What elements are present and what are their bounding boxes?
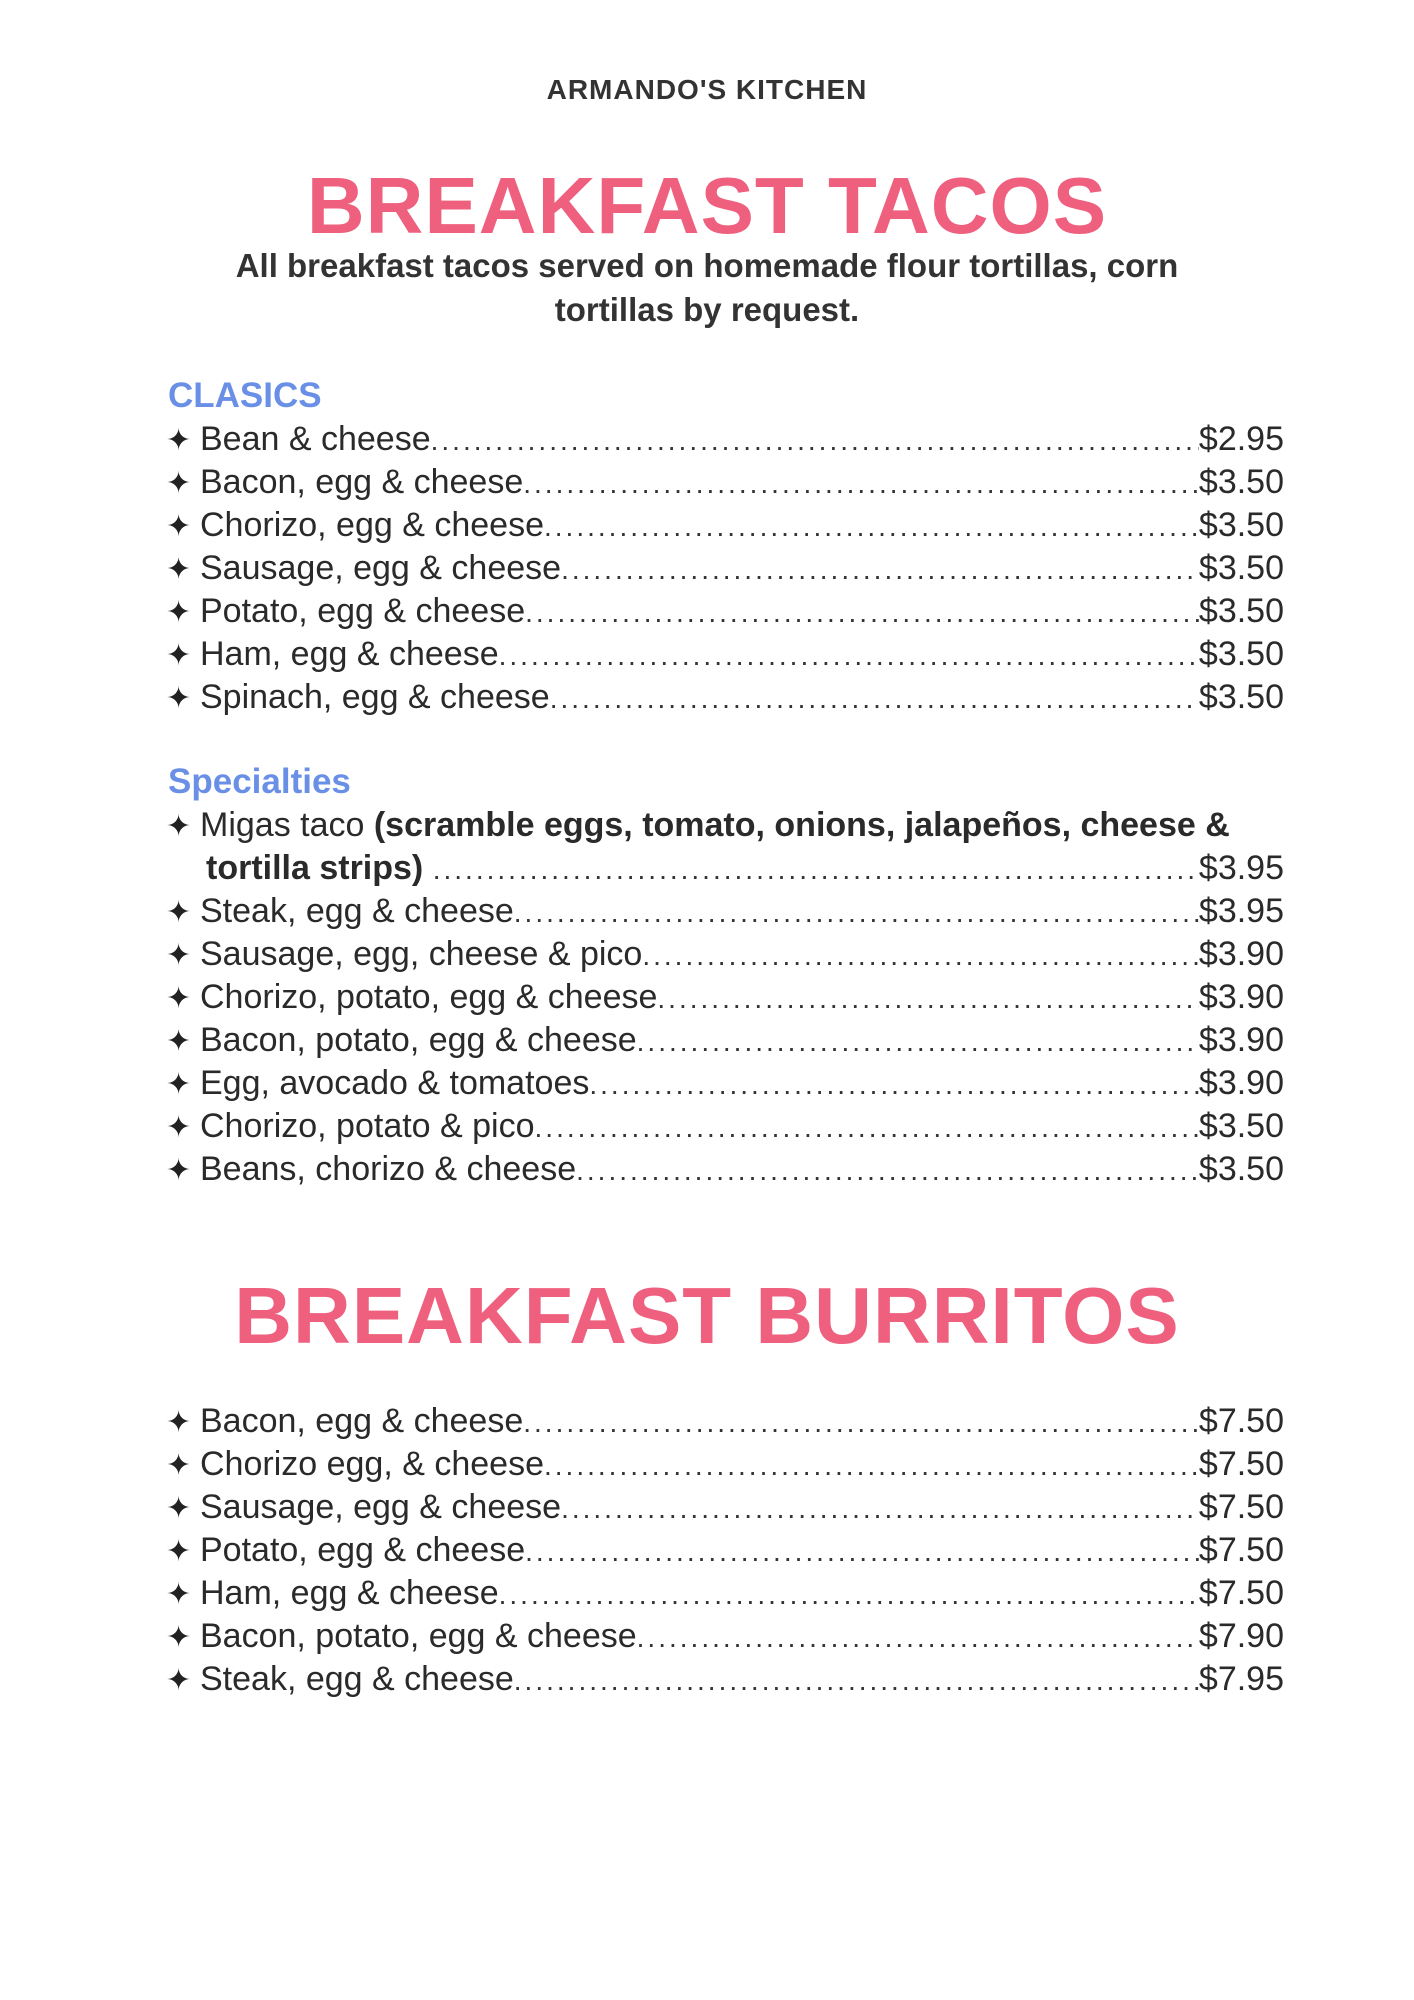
item-name: Bean & cheese <box>200 420 431 458</box>
dot-leader <box>523 462 1199 505</box>
item-price: $7.50 <box>1198 1402 1284 1440</box>
item-name: Steak, egg & cheese <box>200 1660 514 1698</box>
item-price: $7.50 <box>1198 1574 1284 1612</box>
item-name: Steak, egg & cheese <box>200 892 514 930</box>
dot-leader <box>525 1530 1199 1573</box>
menu-item <box>166 1529 1284 1572</box>
item-name: Chorizo, potato, egg & cheese <box>200 978 658 1016</box>
menu-item <box>166 1062 1284 1105</box>
item-price: $7.90 <box>1198 1617 1284 1655</box>
item-price: $3.90 <box>1198 1064 1284 1102</box>
menu-item <box>166 547 1284 590</box>
restaurant-name: ARMANDO'S KITCHEN <box>546 74 868 105</box>
item-name: Bacon, egg & cheese <box>200 1402 524 1440</box>
item-price: $3.95 <box>1198 892 1284 930</box>
dot-leader <box>657 977 1199 1020</box>
item-name: Chorizo, potato & pico <box>200 1107 535 1145</box>
item-price: $3.50 <box>1198 678 1284 716</box>
dot-leader <box>514 891 1199 934</box>
menu-item <box>166 890 1284 933</box>
item-name: Ham, egg & cheese <box>200 635 499 673</box>
menu-item <box>166 504 1284 547</box>
item-price: $3.90 <box>1198 978 1284 1016</box>
dot-leader <box>525 591 1199 634</box>
dot-leader <box>499 634 1199 677</box>
menu-item <box>166 933 1284 976</box>
item-price: $2.95 <box>1198 420 1284 458</box>
menu-item <box>166 1443 1284 1486</box>
menu-item <box>166 804 1284 890</box>
menu-item <box>166 1105 1284 1148</box>
item-price: $3.50 <box>1198 1150 1284 1188</box>
item-price: $3.95 <box>1198 849 1284 887</box>
menu-item <box>166 1658 1284 1701</box>
item-price: $3.50 <box>1198 635 1284 673</box>
clasics-list <box>166 418 1284 719</box>
star-bullet-icon: ✦ <box>166 982 192 1015</box>
burritos-list <box>166 1400 1284 1701</box>
dot-leader <box>637 1020 1199 1063</box>
menu-item <box>166 976 1284 1019</box>
item-name: Bacon, potato, egg & cheese <box>200 1021 637 1059</box>
dot-leader <box>642 934 1199 977</box>
menu-item <box>166 1572 1284 1615</box>
item-price: $3.50 <box>1198 1107 1284 1145</box>
menu-item <box>166 676 1284 719</box>
item-description-continued: tortilla strips) <box>206 849 424 887</box>
dot-leader <box>523 1401 1199 1444</box>
dot-leader <box>561 1487 1199 1530</box>
item-name: Egg, avocado & tomatoes <box>200 1064 590 1102</box>
item-price: $7.50 <box>1198 1488 1284 1526</box>
item-name: Beans, chorizo & cheese <box>200 1150 577 1188</box>
item-name: Sausage, egg & cheese <box>200 549 562 587</box>
star-bullet-icon: ✦ <box>166 1492 192 1525</box>
star-bullet-icon: ✦ <box>166 467 192 500</box>
item-name: Ham, egg & cheese <box>200 1574 499 1612</box>
item-name: Migas taco <box>200 806 365 844</box>
dot-leader <box>433 848 1199 891</box>
specialties-label: Specialties <box>168 762 351 801</box>
star-bullet-icon: ✦ <box>166 810 192 843</box>
menu-item <box>166 1148 1284 1191</box>
item-name: Bacon, egg & cheese <box>200 463 524 501</box>
star-bullet-icon: ✦ <box>166 1406 192 1439</box>
item-price: $7.95 <box>1198 1660 1284 1698</box>
menu-item <box>166 418 1284 461</box>
star-bullet-icon: ✦ <box>166 939 192 972</box>
item-name: Potato, egg & cheese <box>200 592 526 630</box>
menu-item <box>166 633 1284 676</box>
item-name: Potato, egg & cheese <box>200 1531 526 1569</box>
item-price: $3.90 <box>1198 1021 1284 1059</box>
dot-leader <box>550 677 1199 720</box>
menu-item <box>166 1400 1284 1443</box>
item-price: $3.50 <box>1198 506 1284 544</box>
menu-item <box>166 1486 1284 1529</box>
item-name: Chorizo, egg & cheese <box>200 506 544 544</box>
item-name: Bacon, potato, egg & cheese <box>200 1617 637 1655</box>
star-bullet-icon: ✦ <box>166 1111 192 1144</box>
star-bullet-icon: ✦ <box>166 1664 192 1697</box>
item-name: Sausage, egg, cheese & pico <box>200 935 643 973</box>
dot-leader <box>576 1149 1199 1192</box>
star-bullet-icon: ✦ <box>166 639 192 672</box>
dot-leader <box>589 1063 1199 1106</box>
star-bullet-icon: ✦ <box>166 553 192 586</box>
star-bullet-icon: ✦ <box>166 1621 192 1654</box>
star-bullet-icon: ✦ <box>166 682 192 715</box>
menu-item <box>166 590 1284 633</box>
star-bullet-icon: ✦ <box>166 896 192 929</box>
item-price: $3.90 <box>1198 935 1284 973</box>
item-price: $7.50 <box>1198 1445 1284 1483</box>
item-name: Spinach, egg & cheese <box>200 678 550 716</box>
dot-leader <box>544 505 1199 548</box>
star-bullet-icon: ✦ <box>166 510 192 543</box>
star-bullet-icon: ✦ <box>166 424 192 457</box>
item-name: Chorizo egg, & cheese <box>200 1445 544 1483</box>
clasics-label: CLASICS <box>168 376 322 415</box>
star-bullet-icon: ✦ <box>166 1535 192 1568</box>
item-description: (scramble eggs, tomato, onions, jalapeños, cheese & <box>373 806 1230 844</box>
star-bullet-icon: ✦ <box>166 1068 192 1101</box>
item-price: $3.50 <box>1198 549 1284 587</box>
dot-leader <box>535 1106 1199 1149</box>
star-bullet-icon: ✦ <box>166 596 192 629</box>
menu-item <box>166 1615 1284 1658</box>
star-bullet-icon: ✦ <box>166 1025 192 1058</box>
dot-leader <box>499 1573 1199 1616</box>
dot-leader <box>544 1444 1199 1487</box>
dot-leader <box>561 548 1199 591</box>
dot-leader <box>514 1659 1199 1702</box>
tacos-subtitle: All breakfast tacos served on homemade flour tortillas, corn tortillas by request. <box>235 247 1179 328</box>
breakfast-burritos-title: BREAKFAST BURRITOS <box>234 1271 1180 1360</box>
star-bullet-icon: ✦ <box>166 1449 192 1482</box>
item-price: $3.50 <box>1198 463 1284 501</box>
star-bullet-icon: ✦ <box>166 1578 192 1611</box>
item-price: $3.50 <box>1198 592 1284 630</box>
specialties-list <box>166 804 1284 1191</box>
menu-item <box>166 461 1284 504</box>
menu-item <box>166 1019 1284 1062</box>
dot-leader <box>637 1616 1199 1659</box>
star-bullet-icon: ✦ <box>166 1154 192 1187</box>
item-price: $7.50 <box>1198 1531 1284 1569</box>
item-name: Sausage, egg & cheese <box>200 1488 562 1526</box>
breakfast-tacos-title: BREAKFAST TACOS <box>306 161 1108 250</box>
dot-leader <box>431 419 1199 462</box>
